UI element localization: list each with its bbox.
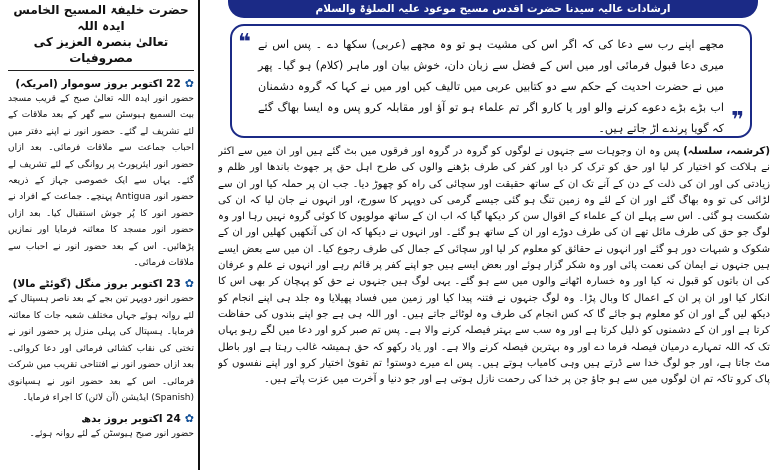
article-text: پس وہ ان وجوہات سے جنہوں نے لوگوں کو گروہ در گروہ اور فرقوں میں بٹ گئے ہیں اور ان میں سے اکثر نے ہلاکت کو اختیار کر لیا اور حق کو ترک کر دیا اور کفر کی طرف بڑھنے والوں کی طرح اہل حق پر جھوٹ باندھا اور ظلم و زیادتی کی اور ان کی ذلت کے دن کے آنے تک ان کے ساتھ حقیقت اور سچائی کی راہ کو چھوڑ دیا۔ جب ان پر حملہ کیا اور ان سے لڑائی کی تو وہ بھاگ گئے اور ان کے لئے وہ زمین تنگ ہو گئی جیسے گرمی کی دوپہر کا سورج، اور انہوں نے جان لیا کہ ان کی شکست ہو گئی۔ اس سے پہلے ان کے علماء کے اقوال سن کر دیکھا گیا کہ اب ان کے ساتھ مولویوں کا کوئی گروہ نہیں رہا اور وہ لوگ جو حق کی طرف مائل تھے ان کی طرف دوڑے اور ان کے ساتھ ہو گئے۔ اور انہوں نے دیکھا کہ ان کی آنکھیں کھلیں اور ان کے شکوک و شبہات دور ہو گئے اور انہوں نے حقائق کو معلوم کر لیا اور سچائی کے جمال کی طرف رجوع کیا۔ ان میں سے بعض ایسے ہیں جنہوں نے ایمان کی نعمت پائی اور وہ شکر گزار ہوئے اور بعض ایسے ہیں جو اپنے کفر پر قائم رہے اور انہوں نے علم و عرفان کی ان باتوں کو قبول نہ کیا اور وہ خسارہ اٹھانے والوں میں سے ہو گئے۔ یہی لوگ ہیں جنہوں نے حق کو پہچان کر بھی اس کا انکار کیا اور ان پر ان کے اعمال کا وبال پڑا۔ وہ لوگ جنہوں نے فتنہ پیدا کیا اور زمین میں فساد پھیلایا وہ جلد ہی اپنے انجام کو دیکھ لیں گے اور ان کو معلوم ہو جائے گا کہ کس انجام کی طرف وہ لوٹائے جاتے ہیں۔ اور اللہ ہی ہے جو اپنے بندوں کی حفاظت کرتا ہے اور ان کے دشمنوں کو ذلیل کرتا ہے اور وہ سب سے بہتر فیصلہ کرنے والا ہے۔ پس تم صبر کرو اور دعا میں لگے رہو یہاں تک کہ اللہ تمہارے درمیان فیصلہ فرما دے اور وہ بہترین فیصلہ کرنے والا ہے۔ اور یاد رکھو کہ حق ہمیشہ غالب رہتا ہے اور باطل مٹ جاتا ہے، اور جو لوگ خدا سے ڈرتے ہیں وہی کامیاب ہوتے ہیں۔ پس اے میرے دوستو! تم تقویٰ اختیار کرو اور اپنے نفسوں کو پاک کرو تاکہ تم ان لوگوں میں سے ہو جاؤ جن پر خدا کی رحمت نازل ہوتی ہے اور جو دنیا و آخرت میں عزت پاتے ہیں۔ (218, 146, 770, 386)
sidebar-title (8, 0, 194, 71)
entry-text: حضور انور دوپہر تین بجے کے بعد ناصر ہسپتال کے لئے روانہ ہوئے جہاں مختلف شعبہ جات کا معائنہ فرمایا۔ ہسپتال کی پہلی منزل پر حضور انور نے تختی کی نقاب کشائی فرمائی اور دعا کروائی۔ بعد ازاں حضور انور نے افتتاحی تقریب میں شرکت فرمائی۔ اس کے بعد حضور انور نے ہسپانوی (Spanish) ایڈیشن (آن لائن) کا اجراء فرمایا۔ (8, 294, 194, 403)
bullet-icon: ✿ (184, 412, 194, 426)
entry-date-text: 24 اکتوبر بروز بدھ (81, 413, 181, 426)
article-body (218, 144, 770, 470)
entry-text: حضور انور صبح ہیوسٹن کے لئے روانہ ہوئے۔ (29, 429, 194, 440)
activities-sidebar (8, 0, 194, 470)
banner-title: ارشادات عالیہ سیدنا حضرت اقدس مسیح موعود علیہ الصلوٰۃ والسلام (315, 3, 671, 15)
article-lead: (کرشمہ، سلسلہ) (683, 146, 770, 157)
quote-text: مجھے اپنے رب سے دعا کی کہ اگر اس کی مشیت ہو تو وہ مجھے (عربی) سکھا دے ۔ پس اس نے میری دعا قبول فرمائی اور میں اس کے فضل سے زبان دان، خوش بیان اور ماہر (کلام) ہو گیا۔ پھر میں نے حضرت احدیت کے حکم سے دو کتابیں عربی میں تالیف کیں اور میں نے کہا کہ گروہ دشمنان اب بڑے بڑے دعوے کرنے والو اور یا کارو اگر تم علماء ہو تو آؤ اور مقابلہ کرو پس وہ ایسا بھاگ گئے کہ گویا پرندے اڑ جاتے ہیں۔ (258, 38, 724, 135)
close-quote-icon: ❞ (731, 108, 744, 133)
quote-box (230, 24, 752, 138)
sidebar-entry (8, 77, 194, 271)
entry-date (8, 277, 194, 291)
main-column (212, 0, 774, 470)
sidebar-title-line-1: حضرت خلیفۃ المسیح الخامس ایدہ اللہ (13, 3, 189, 33)
sidebar-title-line-2: تعالیٰ بنصرہ العزیز کی مصروفیات (33, 35, 169, 65)
sidebar-entry (8, 277, 194, 406)
open-quote-icon: ❝ (238, 30, 251, 55)
sidebar-entry (8, 412, 194, 442)
bullet-icon: ✿ (184, 277, 194, 291)
entry-date-text: 22 اکتوبر بروز سوموار (امریکہ) (15, 78, 181, 90)
bullet-icon: ✿ (184, 77, 194, 90)
entry-date-text: 23 اکتوبر بروز منگل (گوئٹے مالا) (12, 278, 181, 291)
column-divider (198, 0, 200, 470)
entry-date (8, 412, 194, 426)
entry-date (8, 77, 194, 91)
entry-text: حضور انور ایدہ اللہ تعالیٰ صبح کے قریب مسجد بیت السمیع ہیوسٹن سے گھر کے بعد ملاقات کے لئے تشریف لے گئے۔ حضور انور نے اپنے دفتر میں احباب جماعت سے ملاقات فرمائی۔ بعد ازاں حضور انور ایئرپورٹ پر روانگی کے لئے تشریف لے گئے۔ یہاں سے ایک خصوصی جہاز کے ذریعہ حضور انور Antigua پہنچے۔ جماعت کے افراد نے حضور انور کا پُر جوش استقبال کیا۔ بعد ازاں حضور انور مسجد کا معائنہ فرمایا اور نمازیں پڑھائیں۔ اس کے بعد حضور انور نے احباب سے ملاقات فرمائی۔ (8, 94, 194, 269)
section-banner (228, 0, 758, 18)
